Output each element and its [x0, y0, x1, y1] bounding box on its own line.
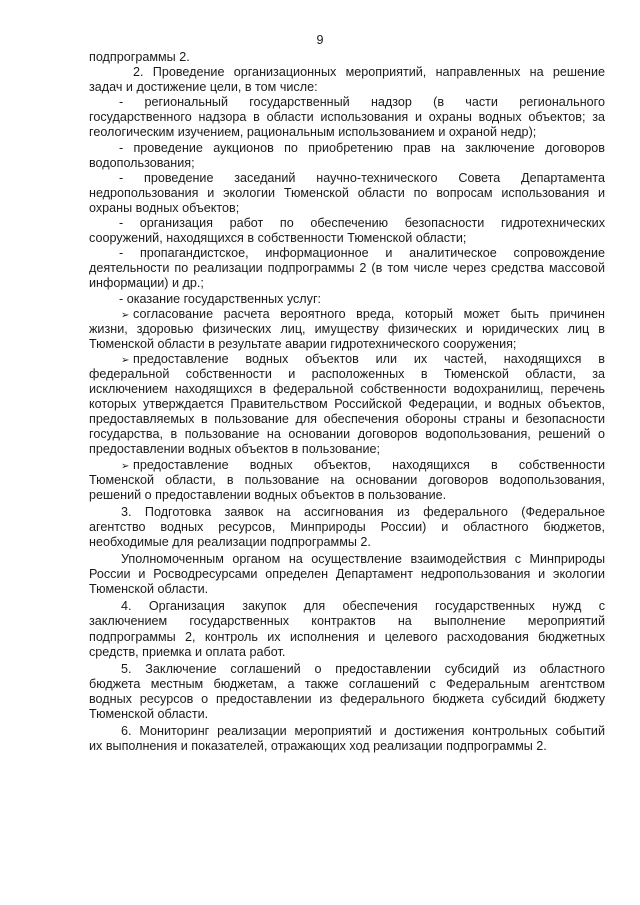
paragraph [89, 50, 605, 65]
text-line [89, 352, 605, 367]
line-text: - организация работ по обеспечению безопасности гидротехнических [119, 216, 605, 231]
text-line [89, 535, 605, 550]
text-line [89, 707, 605, 722]
text-line [89, 739, 605, 754]
text-line [89, 630, 605, 645]
text-line [89, 231, 605, 246]
text-line [89, 322, 605, 337]
paragraph [89, 505, 605, 550]
text-line [89, 367, 605, 382]
line-text: недропользования и экологии Тюменской области по вопросам использования и [89, 185, 605, 200]
text-line [89, 442, 605, 457]
line-text: задач и достижение цели, в том числе: [89, 80, 318, 95]
text-line [89, 412, 605, 427]
line-text: жизни, здоровью физических лиц, имуществу физических и юридических лиц в [89, 321, 605, 336]
text-line [89, 276, 605, 291]
line-text: необходимые для реализации подпрограммы 2. [89, 535, 371, 549]
line-text: агентство водных ресурсов, Минприроды России) и областного бюджетов, [89, 519, 605, 534]
text-line [89, 599, 605, 614]
paragraph [89, 552, 605, 597]
document-body [89, 50, 605, 756]
line-text: средств, приемка и оплата работ. [89, 644, 286, 659]
text-line [89, 662, 605, 677]
paragraph-gap [89, 754, 605, 756]
line-text: согласование расчета вероятного вреда, который может быть причинен [133, 306, 605, 321]
line-text: Тюменской области. [89, 582, 209, 597]
paragraph [89, 352, 605, 458]
text-line [89, 80, 605, 95]
text-line [89, 65, 605, 80]
paragraph [89, 662, 605, 722]
arrow-bullet-icon: ➢ [121, 354, 130, 366]
line-text: решений о предоставлении водных объектов в пользование. [89, 487, 447, 502]
text-line [89, 427, 605, 442]
text-line [89, 567, 605, 582]
line-text: - оказание государственных услуг: [119, 291, 322, 306]
paragraph [89, 246, 605, 291]
line-text: их выполнения и показателей, отражающих ход реализации подпрограммы 2. [89, 739, 547, 754]
line-text: 6. Мониторинг реализации мероприятий и достижения контрольных событий [121, 724, 605, 739]
text-line [89, 458, 605, 473]
text-line [89, 488, 605, 503]
line-text: 2. Проведение организационных мероприятий, направленных на решение [133, 65, 605, 80]
text-line [89, 50, 605, 65]
line-text: Уполномоченным органом на осуществление взаимодействия с Минприроды [121, 552, 605, 567]
line-text: Тюменской области. [89, 707, 209, 722]
line-text: государственного надзора в области использования и охраны водных объектов; за [89, 110, 605, 125]
page-number: 9 [316, 33, 324, 47]
line-text: 4. Организация закупок для обеспечения государственных нужд с [121, 599, 605, 614]
line-text: охраны водных объектов; [89, 200, 240, 215]
line-text: Тюменской области в результате аварии гидротехнического сооружения; [89, 336, 517, 351]
text-line [89, 95, 605, 110]
line-text: геологическим изучением, рациональным использованием и охраной недр); [89, 125, 537, 140]
text-line [89, 141, 605, 156]
text-line [89, 724, 605, 739]
text-line [89, 156, 605, 171]
text-line [89, 337, 605, 352]
paragraph [89, 599, 605, 659]
text-line [89, 614, 605, 629]
paragraph [89, 171, 605, 216]
text-line [89, 473, 605, 488]
line-text: - пропагандистское, информационное и аналитическое сопровождение [119, 246, 605, 261]
paragraph [89, 95, 605, 140]
paragraph [89, 458, 605, 503]
text-line [89, 186, 605, 201]
paragraph [89, 216, 605, 246]
text-line [89, 171, 605, 186]
line-text: которых утверждается Правительством Российской Федерации, и водных объектов, [89, 397, 605, 412]
text-line [89, 246, 605, 261]
line-text: сооружений, находящихся в собственности Тюменской области; [89, 231, 467, 246]
arrow-bullet-icon: ➢ [121, 460, 130, 472]
line-text: Тюменской области, в пользование на основании договоров водопользования, [89, 472, 605, 487]
line-text: бюджета местным бюджетам, а также соглашений с Федеральным агентством [89, 676, 605, 691]
line-text: исключением находящихся в федеральной собственности водохранилищ, перечень [89, 382, 605, 397]
line-text: предоставлении водных объектов в пользование; [89, 442, 381, 457]
line-text: федеральной собственности и расположенных в Тюменской области, за [89, 366, 605, 381]
text-line [89, 307, 605, 322]
line-text: водопользования; [89, 155, 195, 170]
paragraph [89, 65, 605, 95]
line-text: России и Росводресурсами определен Департамент недропользования и экологии [89, 567, 605, 582]
line-text: информации) и др.; [89, 276, 204, 291]
text-line [89, 382, 605, 397]
text-line [89, 261, 605, 276]
line-text: - региональный государственный надзор (в части регионального [119, 95, 605, 110]
text-line [89, 520, 605, 535]
line-text: предоставление водных объектов или их частей, находящихся в [133, 351, 605, 366]
line-text: предоставляемых в пользование для обеспечения обороны страны и безопасности [89, 412, 605, 427]
text-line [89, 692, 605, 707]
paragraph [89, 724, 605, 754]
text-line [89, 505, 605, 520]
line-text: деятельности по реализации подпрограммы 2 (в том числе через средства массовой [89, 261, 605, 276]
text-line [89, 397, 605, 412]
line-text: - проведение заседаний научно-технического Совета Департамента [119, 170, 605, 185]
text-line [89, 582, 605, 597]
text-line [89, 125, 605, 140]
text-line [89, 216, 605, 231]
line-text: - проведение аукционов по приобретению прав на заключение договоров [119, 140, 605, 155]
text-line [89, 645, 605, 660]
line-text: 5. Заключение соглашений о предоставлении субсидий из областного [121, 661, 605, 676]
paragraph [89, 307, 605, 352]
paragraph [89, 141, 605, 171]
text-line [89, 110, 605, 125]
arrow-bullet-icon: ➢ [121, 309, 130, 321]
text-line [89, 201, 605, 216]
line-text: заключением государственных контрактов на выполнение мероприятий [89, 614, 605, 629]
text-line [89, 292, 605, 307]
line-text: государства, в пользование на основании договоров водопользования, решений о [89, 427, 605, 442]
line-text: подпрограммы 2, контроль их исполнения и целевого расходования бюджетных [89, 629, 605, 644]
text-line [89, 552, 605, 567]
line-text: 3. Подготовка заявок на ассигнования из федерального (Федеральное [121, 504, 605, 519]
paragraph [89, 292, 605, 307]
line-text: подпрограммы 2. [89, 50, 190, 64]
text-line [89, 677, 605, 692]
line-text: предоставление водных объектов, находящихся в собственности [133, 457, 605, 472]
line-text: водных ресурсов о предоставлении из федерального бюджета субсидий бюджету [89, 691, 605, 706]
